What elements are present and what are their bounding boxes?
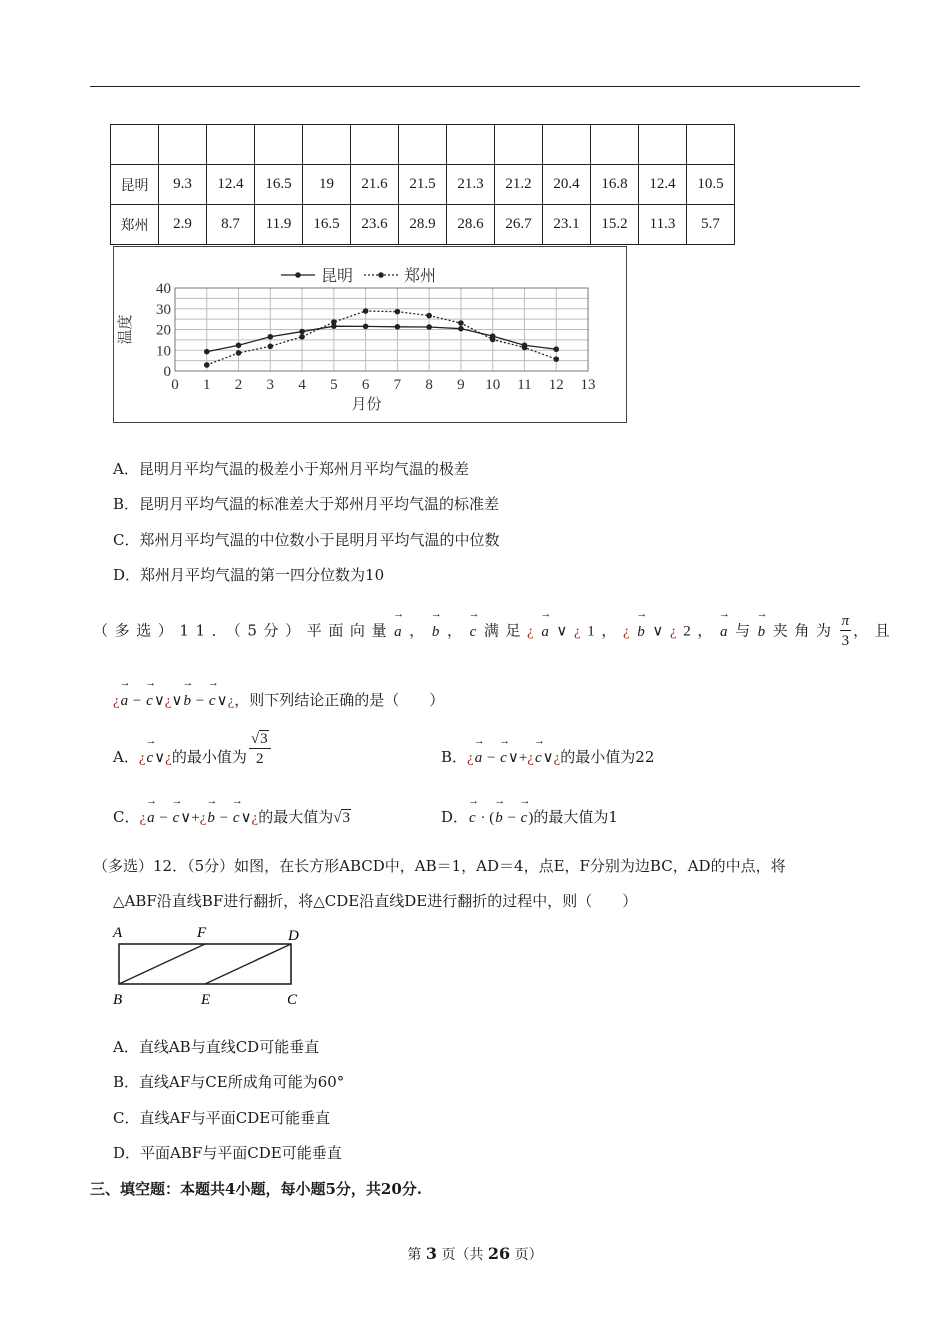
data-point [268, 344, 274, 350]
rectangle-abcd [119, 944, 291, 984]
x-tick-label: 4 [298, 377, 306, 393]
point-label-e: E [201, 992, 211, 1008]
data-point [553, 346, 559, 352]
x-tick-label: 9 [457, 377, 465, 393]
table-cell [207, 125, 255, 165]
data-point [426, 313, 432, 319]
series-line-0 [207, 326, 556, 352]
data-point [236, 342, 242, 348]
q11-with: 与 [735, 621, 757, 640]
x-tick-label: 1 [203, 377, 211, 393]
data-point [522, 345, 528, 351]
q11-angle: 夹角为 [772, 621, 838, 640]
data-point [363, 324, 369, 330]
table-cell: 10.5 [687, 165, 735, 205]
q12-option-c: C．直线AF与平面CDE可能垂直 [113, 1109, 331, 1127]
x-tick-label: 11 [517, 377, 532, 393]
footer-text: 页（共 [441, 1247, 484, 1263]
q10-option-b: B．昆明月平均气温的标准差大于郑州月平均气温的标准差 [113, 495, 500, 513]
row-label: 郑州 [111, 205, 159, 245]
table-cell: 26.7 [495, 205, 543, 245]
table-cell: 21.6 [351, 165, 399, 205]
legend-label-0: 昆明 [321, 266, 354, 285]
table-cell: 20.4 [543, 165, 591, 205]
table-cell [495, 125, 543, 165]
q12-stem-line1: （多选）12．（5分）如图，在长方形ABCD中，AB＝1，AD＝4，点E，F分别为边BC，AD的中点，将 [93, 857, 786, 875]
q11-b-text: 的最小值为22 [560, 748, 655, 766]
q11-c-text: 的最大值为 [258, 808, 334, 826]
table-cell: 2.9 [159, 205, 207, 245]
data-point [395, 309, 401, 315]
y-axis-label: 温度 [116, 314, 134, 345]
temperature-table [110, 124, 735, 245]
table-cell [591, 125, 639, 165]
table-cell: 15.2 [591, 205, 639, 245]
x-tick-label: 3 [266, 377, 275, 393]
page-footer [0, 1244, 950, 1264]
data-point [458, 320, 464, 326]
table-cell: 19 [303, 165, 351, 205]
data-point [490, 337, 496, 343]
q11-option-b: B．¿→ a − → c∨+¿→ c∨¿的最小值为22 [441, 746, 654, 769]
option-label: A． [113, 748, 139, 766]
table-cell: 23.6 [351, 205, 399, 245]
data-point [458, 326, 464, 332]
q10-option-c: C．郑州月平均气温的中位数小于昆明月平均气温的中位数 [113, 531, 500, 549]
table-cell: 16.8 [591, 165, 639, 205]
table-row-kunming [111, 165, 735, 205]
q10-option-d: D．郑州月平均气温的第一四分位数为10 [113, 566, 385, 584]
legend-marker-0 [295, 272, 301, 278]
table-cell: 11.9 [255, 205, 303, 245]
table-cell: 12.4 [207, 165, 255, 205]
table-cell [111, 125, 159, 165]
x-tick-label: 5 [330, 377, 338, 393]
point-label-a: A [113, 925, 123, 941]
x-tick-label: 10 [485, 377, 501, 393]
table-cell: 28.9 [399, 205, 447, 245]
y-tick-label: 10 [156, 343, 171, 360]
table-cell [351, 125, 399, 165]
x-tick-label: 7 [393, 377, 402, 393]
temperature-chart [113, 246, 627, 423]
q12-option-b: B．直线AF与CE所成角可能为60° [113, 1073, 345, 1091]
table-cell: 16.5 [303, 205, 351, 245]
table-cell: 16.5 [255, 165, 303, 205]
option-label: B． [441, 748, 468, 766]
segment-bf [119, 944, 205, 984]
q11-satisfy: 满足 [483, 621, 528, 640]
footer-text: 页） [514, 1247, 543, 1263]
option-label: D． [441, 808, 469, 826]
data-point [299, 329, 305, 335]
table-cell: 9.3 [159, 165, 207, 205]
row-label: 昆明 [111, 165, 159, 205]
y-tick-label: 30 [156, 301, 171, 318]
x-axis-label: 月份 [351, 395, 382, 413]
table-cell [255, 125, 303, 165]
data-point [268, 334, 274, 340]
q10-option-a: A．昆明月平均气温的极差小于郑州月平均气温的极差 [113, 460, 469, 478]
legend-marker-1 [378, 272, 384, 278]
page-total: 26 [487, 1244, 511, 1263]
table-cell: 21.3 [447, 165, 495, 205]
table-cell: 5.7 [687, 205, 735, 245]
table-cell: 11.3 [639, 205, 687, 245]
data-point [204, 349, 210, 355]
table-cell: 21.2 [495, 165, 543, 205]
section-3-heading: 三、填空题：本题共4小题，每小题5分，共20分. [90, 1180, 422, 1198]
x-tick-label: 6 [361, 377, 370, 393]
y-tick-label: 20 [156, 322, 171, 339]
data-point [553, 356, 559, 362]
table-cell: 23.1 [543, 205, 591, 245]
table-header-row [111, 125, 735, 165]
q11-stem-line2: ¿→ a − → c∨¿∨→ b − → c∨¿，则下列结论正确的是（ ） [113, 688, 444, 713]
data-point [299, 334, 305, 340]
table-cell [399, 125, 447, 165]
data-point [395, 324, 401, 330]
segment-ed [205, 944, 291, 984]
q11-option-c: C．¿→ a − → c∨+¿→ b − → c∨¿的最大值为√3 [113, 806, 351, 829]
y-tick-label: 0 [163, 364, 171, 380]
table-cell [159, 125, 207, 165]
header-rule [90, 86, 860, 87]
data-point [331, 319, 337, 325]
y-tick-label: 40 [156, 281, 171, 297]
data-point [426, 324, 432, 330]
q11-and: ，且 [853, 621, 897, 640]
table-cell [687, 125, 735, 165]
x-tick-label: 12 [548, 377, 564, 393]
point-label-c: C [287, 992, 298, 1008]
data-point [204, 362, 210, 368]
q12-option-d: D．平面ABF与平面CDE可能垂直 [113, 1144, 342, 1162]
table-row-zhengzhou [111, 205, 735, 245]
x-tick-label: 2 [234, 377, 243, 393]
q11-stem-line1: （多选）11．（5分）平面向量→ a，→ b，→ c满足¿→ a∨¿1，¿→ b∨¿2，→ a与→ b夹角为 $\frac{\pi}{3}$ ，且 [93, 612, 896, 651]
data-point [363, 308, 369, 314]
option-label: C． [113, 808, 140, 826]
rectangle-figure [105, 920, 315, 1012]
q12-option-a: A．直线AB与直线CD可能垂直 [113, 1038, 320, 1056]
q11-option-d: D．→ c · (→ b − → c)的最大值为1 [441, 806, 618, 829]
x-tick-label: 0 [171, 377, 179, 393]
x-tick-label: 8 [425, 377, 433, 393]
point-label-b: B [113, 992, 123, 1008]
point-label-d: D [288, 928, 299, 944]
table-cell: 28.6 [447, 205, 495, 245]
q11-option-a: A．¿→ c∨¿的最小值为 $\frac{√3}{2}$ [113, 746, 273, 769]
table-cell: 8.7 [207, 205, 255, 245]
legend-label-1: 郑州 [404, 266, 437, 285]
x-tick-label: 13 [580, 377, 596, 393]
q11-then: ，则下列结论正确的是（ ） [234, 691, 445, 709]
q11-a-text: 的最小值为 [171, 748, 247, 766]
q11-prefix: （多选）11．（5分）平面向量 [93, 621, 394, 640]
point-label-f: F [197, 925, 207, 941]
table-cell [543, 125, 591, 165]
table-cell [447, 125, 495, 165]
footer-text: 第 [407, 1247, 422, 1263]
table-cell [303, 125, 351, 165]
q11-d-text: 的最大值为1 [533, 808, 618, 826]
page-number: 3 [425, 1244, 437, 1263]
chart-svg [114, 247, 626, 422]
table-cell: 12.4 [639, 165, 687, 205]
table-cell: 21.5 [399, 165, 447, 205]
data-point [236, 350, 242, 356]
table-cell [639, 125, 687, 165]
q12-stem-line2: △ABF沿直线BF进行翻折，将△CDE沿直线DE进行翻折的过程中，则（ ） [113, 892, 638, 910]
